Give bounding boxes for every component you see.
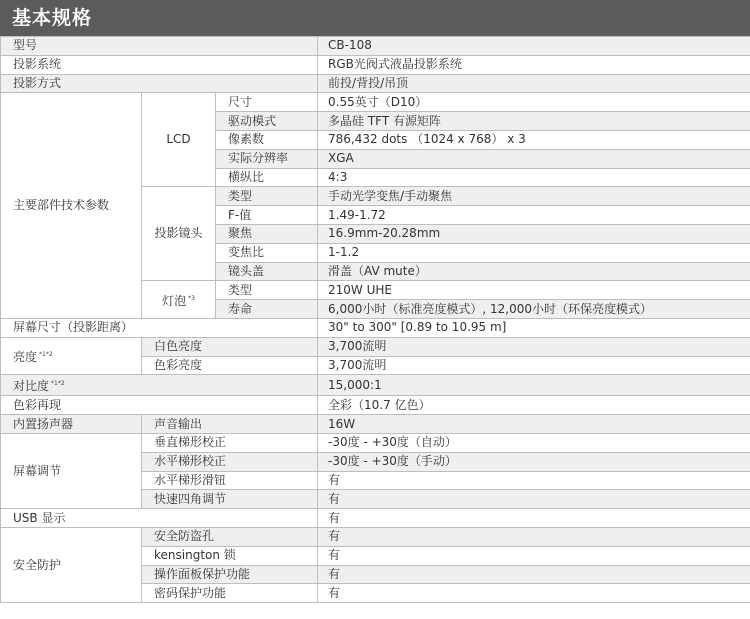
row-label: 白色亮度 (142, 337, 318, 356)
row-value: XGA (318, 149, 750, 168)
row-label: 水平梯形滑钮 (142, 471, 318, 490)
row-label: 色彩再现 (1, 396, 318, 415)
row-value: 多晶硅 TFT 有源矩阵 (318, 112, 750, 131)
contrast-label: 对比度 (13, 379, 50, 394)
table-row (1, 55, 750, 74)
row-label: 密码保护功能 (142, 584, 318, 603)
row-label: kensington 锁 (142, 546, 318, 565)
row-label: 投影方式 (1, 74, 318, 93)
row-value: 15,000:1 (318, 375, 750, 396)
row-value: 16W (318, 415, 750, 434)
table-row (1, 318, 750, 337)
row-label: 水平梯形校正 (142, 452, 318, 471)
row-value: 30" to 300" [0.89 to 10.95 m] (318, 318, 750, 337)
table-row (1, 527, 750, 546)
group-label-brightness (1, 337, 142, 375)
row-value: 786,432 dots （1024 x 768） x 3 (318, 130, 750, 149)
footnote-mark: *1*2 (51, 380, 65, 388)
row-value: 1-1.2 (318, 243, 750, 262)
row-label: 聚焦 (216, 224, 318, 243)
row-label: USB 显示 (1, 509, 318, 528)
table-row (1, 509, 750, 528)
spec-table (0, 36, 750, 603)
page-title: 基本规格 (12, 7, 93, 29)
brightness-label: 亮度 (13, 350, 38, 365)
table-row (1, 337, 750, 356)
table-row (1, 415, 750, 434)
row-label: 投影系统 (1, 55, 318, 74)
row-sublabel: 声音输出 (142, 415, 318, 434)
subgroup-label: LCD (142, 93, 216, 187)
row-value: 全彩（10.7 亿色） (318, 396, 750, 415)
row-label: 操作面板保护功能 (142, 565, 318, 584)
row-value: 有 (318, 584, 750, 603)
row-label: 快速四角调节 (142, 490, 318, 509)
group-label: 主要部件技术参数 (1, 93, 142, 319)
row-label: 内置扬声器 (1, 415, 142, 434)
row-label: 寿命 (216, 300, 318, 319)
table-row (1, 37, 750, 56)
row-value: 前投/背投/吊顶 (318, 74, 750, 93)
row-label: 驱动模式 (216, 112, 318, 131)
row-value: 有 (318, 527, 750, 546)
row-value: CB-108 (318, 37, 750, 56)
row-value: RGB光阀式液晶投影系统 (318, 55, 750, 74)
row-label: F-值 (216, 206, 318, 225)
row-label: 变焦比 (216, 243, 318, 262)
table-row (1, 93, 750, 112)
row-value: 有 (318, 565, 750, 584)
row-value: -30度 - +30度（自动） (318, 433, 750, 452)
row-label: 类型 (216, 187, 318, 206)
row-value: 有 (318, 546, 750, 565)
row-value: -30度 - +30度（手动） (318, 452, 750, 471)
subgroup-label-lamp (142, 281, 216, 319)
table-row (1, 74, 750, 93)
row-label: 像素数 (216, 130, 318, 149)
row-label: 色彩亮度 (142, 356, 318, 375)
subgroup-label: 投影镜头 (142, 187, 216, 281)
row-value: 0.55英寸（D10） (318, 93, 750, 112)
table-row (1, 433, 750, 452)
row-value: 4:3 (318, 168, 750, 187)
row-label: 屏幕尺寸（投影距离） (1, 318, 318, 337)
row-value: 有 (318, 509, 750, 528)
spec-header (0, 0, 750, 36)
table-row (1, 396, 750, 415)
row-value: 有 (318, 471, 750, 490)
row-value: 210W UHE (318, 281, 750, 300)
lamp-label: 灯泡 (162, 293, 187, 308)
row-label: 垂直梯形校正 (142, 433, 318, 452)
row-label: 安全防盗孔 (142, 527, 318, 546)
group-label: 屏幕调节 (1, 433, 142, 508)
row-label: 实际分辨率 (216, 149, 318, 168)
row-value: 手动光学变焦/手动聚焦 (318, 187, 750, 206)
group-label: 安全防护 (1, 527, 142, 602)
row-label: 型号 (1, 37, 318, 56)
row-label: 类型 (216, 281, 318, 300)
row-value: 3,700流明 (318, 356, 750, 375)
row-value: 6,000小时（标准亮度模式）, 12,000小时（环保亮度模式） (318, 300, 750, 319)
row-label-contrast (1, 375, 318, 396)
row-value: 有 (318, 490, 750, 509)
table-row (1, 375, 750, 396)
row-value: 16.9mm-20.28mm (318, 224, 750, 243)
row-value: 滑盖（AV mute） (318, 262, 750, 281)
footnote-mark: *1*2 (39, 351, 53, 359)
row-label: 横纵比 (216, 168, 318, 187)
footnote-mark: *3 (188, 294, 195, 302)
row-label: 镜头盖 (216, 262, 318, 281)
row-value: 3,700流明 (318, 337, 750, 356)
row-label: 尺寸 (216, 93, 318, 112)
row-value: 1.49-1.72 (318, 206, 750, 225)
